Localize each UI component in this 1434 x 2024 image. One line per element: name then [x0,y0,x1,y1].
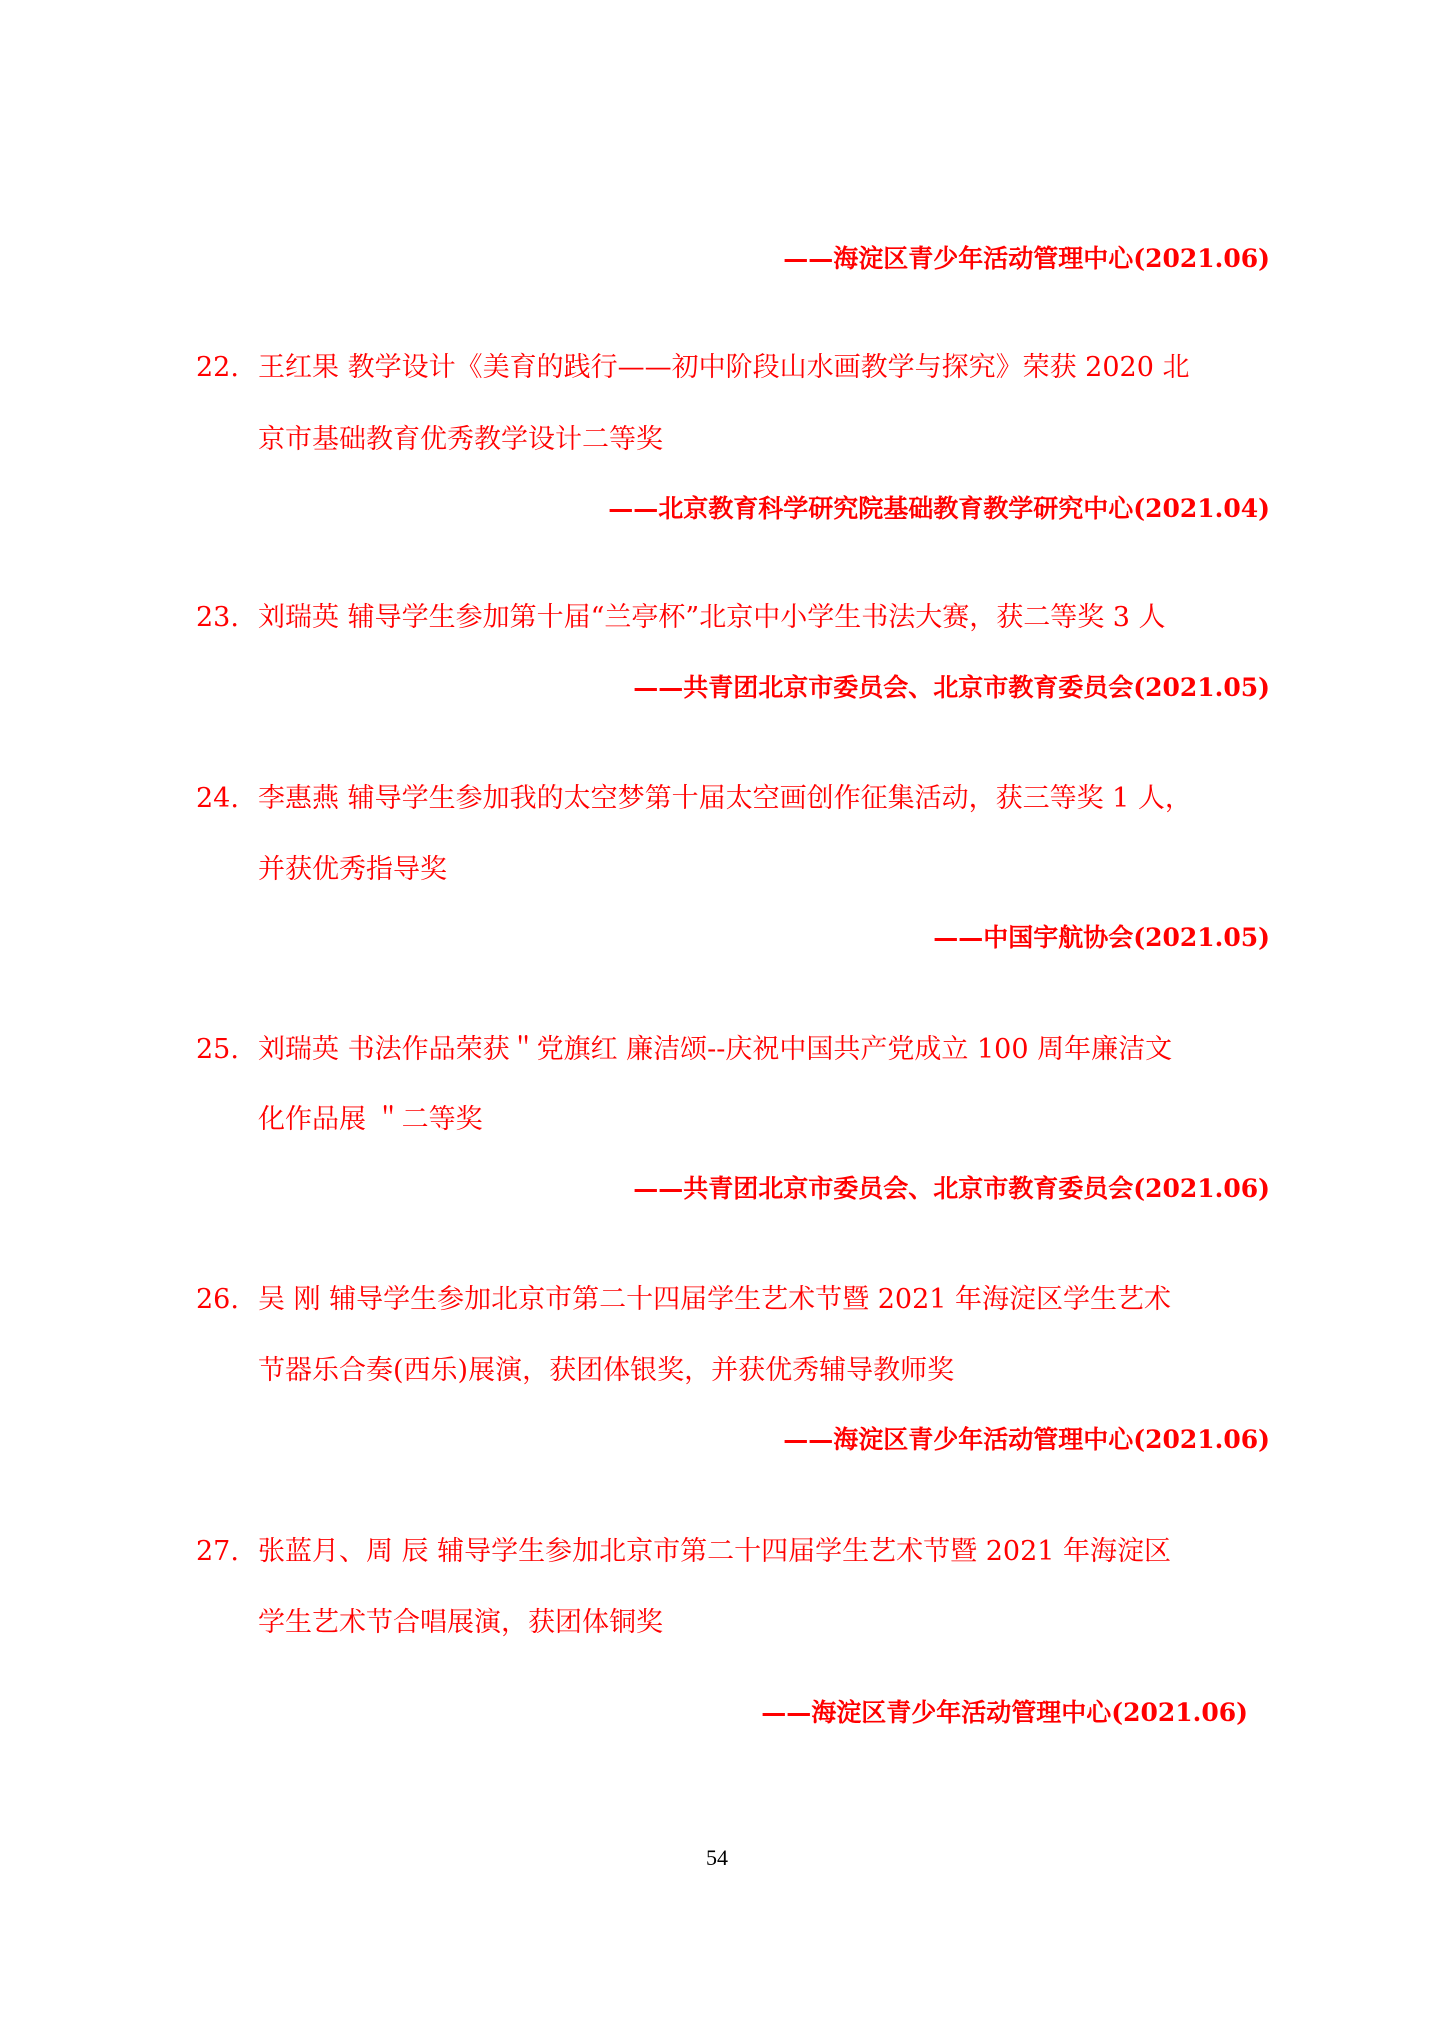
award-source: ——中国宇航协会(2021.05) [933,923,1270,952]
entry-number: 25. [196,1034,239,1065]
award-source: ——海淀区青少年活动管理中心(2021.06) [761,1698,1248,1727]
entry-text-line1: 李惠燕 辅导学生参加我的太空梦第十届太空画创作征集活动，获三等奖 1 人， [258,783,1192,814]
entry-text-line2: 化作品展 ＂二等奖 [258,1104,483,1135]
award-source: ——北京教育科学研究院基础教育教学研究中心(2021.04) [608,494,1270,523]
award-source: ——共青团北京市委员会、北京市教育委员会(2021.06) [633,1174,1270,1203]
entry-text-line2: 学生艺术节合唱展演，获团体铜奖 [258,1607,663,1638]
entry-text-line2: 并获优秀指导奖 [258,854,447,885]
entry-text-line2: 节器乐合奏(西乐)展演，获团体银奖，并获优秀辅导教师奖 [258,1355,955,1386]
entry-text-line1: 刘瑞英 书法作品荣获＂党旗红 廉洁颂--庆祝中国共产党成立 100 周年廉洁文 [258,1034,1173,1065]
entry-number: 23. [196,602,239,633]
entry-text-line1: 张蓝月、周 辰 辅导学生参加北京市第二十四届学生艺术节暨 2021 年海淀区 [258,1536,1172,1567]
entry-text-line2: 京市基础教育优秀教学设计二等奖 [258,424,663,455]
award-source: ——海淀区青少年活动管理中心(2021.06) [783,244,1270,273]
entry-text-line1: 王红果 教学设计《美育的践行——初中阶段山水画教学与探究》荣获 2020 北 [258,352,1190,383]
entry-number: 26. [196,1284,239,1315]
entry-text-line1: 吴 刚 辅导学生参加北京市第二十四届学生艺术节暨 2021 年海淀区学生艺术 [258,1284,1172,1315]
entry-number: 24. [196,783,239,814]
entry-number: 27. [196,1536,239,1567]
award-source: ——共青团北京市委员会、北京市教育委员会(2021.05) [633,673,1270,702]
award-source: ——海淀区青少年活动管理中心(2021.06) [783,1425,1270,1454]
page-number: 54 [706,1845,728,1870]
entry-text-line1: 刘瑞英 辅导学生参加第十届“兰亭杯”北京中小学生书法大赛，获二等奖 3 人 [258,602,1166,633]
entry-number: 22. [196,352,239,383]
